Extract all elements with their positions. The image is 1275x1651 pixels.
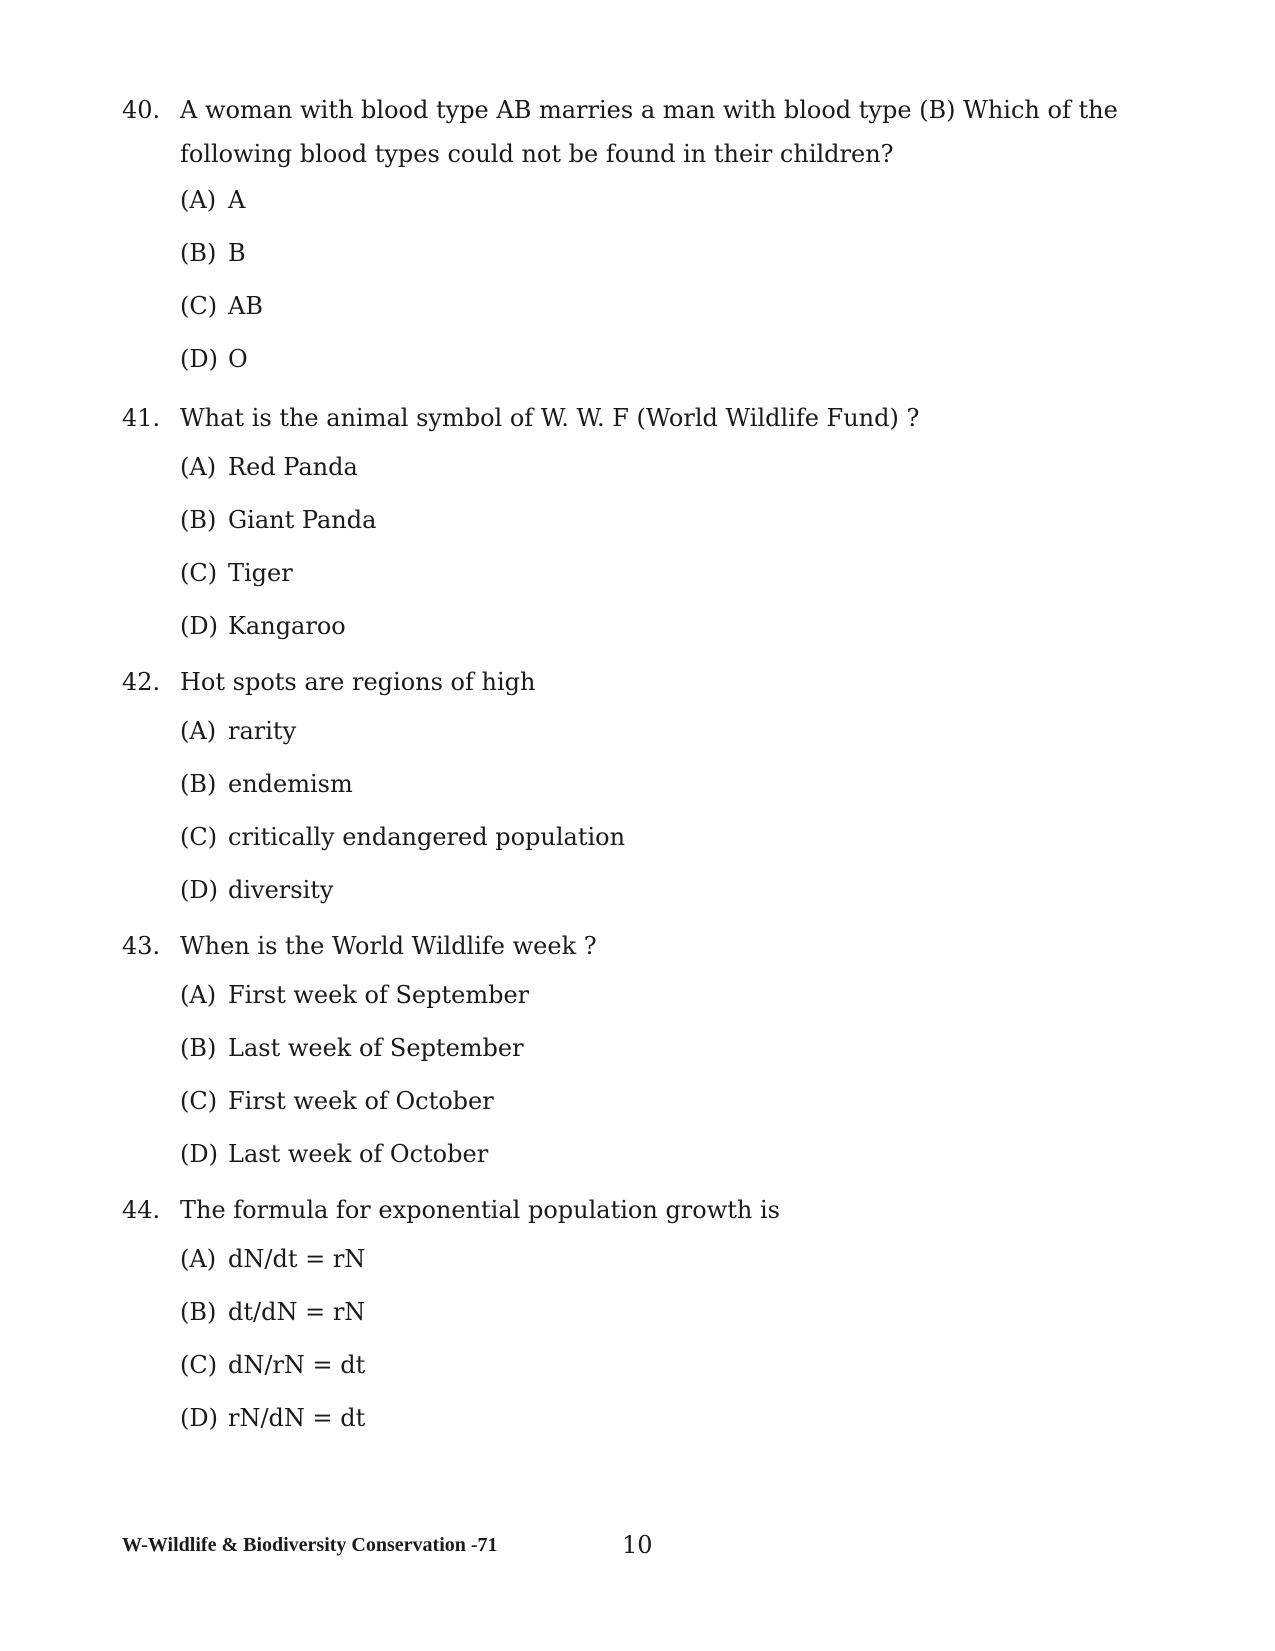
- option-b: [180, 238, 1162, 291]
- option-b: [180, 1297, 1162, 1350]
- option-d: [180, 344, 1162, 397]
- question-43: [122, 924, 1162, 1192]
- option-d: [180, 1403, 1162, 1456]
- option-label: (D): [180, 876, 218, 904]
- option-text: Giant Panda: [228, 506, 377, 534]
- option-text: dN/rN = dt: [228, 1351, 366, 1379]
- option-c: [180, 1350, 1162, 1403]
- question-stem: [122, 88, 1162, 176]
- option-label: (D): [180, 1140, 218, 1168]
- option-text: O: [228, 345, 248, 373]
- option-text: dN/dt = rN: [228, 1245, 366, 1273]
- option-text: dt/dN = rN: [228, 1298, 366, 1326]
- option-list: [180, 185, 1162, 397]
- option-text: B: [228, 239, 246, 267]
- option-list: [180, 1244, 1162, 1456]
- option-label: (D): [180, 345, 218, 373]
- option-a: [180, 716, 1162, 769]
- option-text: rN/dN = dt: [228, 1404, 366, 1432]
- option-label: (A): [180, 186, 217, 214]
- question-stem: [122, 660, 1162, 704]
- option-a: [180, 185, 1162, 238]
- option-text: A: [228, 186, 246, 214]
- option-text: Tiger: [228, 559, 293, 587]
- option-text: endemism: [228, 770, 353, 798]
- question-stem: [122, 396, 1162, 440]
- paper-code: W-Wildlife & Biodiversity Conservation -71: [122, 1534, 498, 1556]
- option-label: (D): [180, 1404, 218, 1432]
- question-text: The formula for exponential population growth is: [180, 1196, 780, 1224]
- option-b: [180, 505, 1162, 558]
- option-label: (C): [180, 823, 218, 851]
- option-label: (B): [180, 1298, 217, 1326]
- question-42: [122, 660, 1162, 928]
- option-c: [180, 291, 1162, 344]
- option-text: diversity: [228, 876, 334, 904]
- option-label: (A): [180, 717, 217, 745]
- option-text: AB: [228, 292, 263, 320]
- option-text: Last week of September: [228, 1034, 524, 1062]
- question-number: 42.: [122, 668, 161, 696]
- option-a: [180, 452, 1162, 505]
- option-label: (C): [180, 1087, 218, 1115]
- option-a: [180, 1244, 1162, 1297]
- option-d: [180, 875, 1162, 928]
- question-44: [122, 1188, 1162, 1456]
- question-text: What is the animal symbol of W. W. F (World Wildlife Fund) ?: [180, 404, 920, 432]
- question-stem: [122, 924, 1162, 968]
- question-text: A woman with blood type AB marries a man with blood type (B) Which of the following blood types could not be found in their children?: [180, 96, 1118, 168]
- option-list: [180, 980, 1162, 1192]
- option-text: Kangaroo: [228, 612, 346, 640]
- option-label: (A): [180, 981, 217, 1009]
- option-text: critically endangered population: [228, 823, 626, 851]
- question-number: 43.: [122, 932, 161, 960]
- option-label: (B): [180, 770, 217, 798]
- option-c: [180, 558, 1162, 611]
- option-text: First week of September: [228, 981, 530, 1009]
- question-number: 44.: [122, 1196, 161, 1224]
- option-label: (C): [180, 1351, 218, 1379]
- option-label: (B): [180, 1034, 217, 1062]
- option-list: [180, 716, 1162, 928]
- option-label: (A): [180, 453, 217, 481]
- option-label: (B): [180, 239, 217, 267]
- question-number: 41.: [122, 404, 161, 432]
- option-text: First week of October: [228, 1087, 494, 1115]
- question-text: Hot spots are regions of high: [180, 668, 536, 696]
- option-c: [180, 1086, 1162, 1139]
- question-stem: [122, 1188, 1162, 1232]
- question-40: [122, 88, 1162, 397]
- option-label: (B): [180, 506, 217, 534]
- option-c: [180, 822, 1162, 875]
- question-number: 40.: [122, 96, 161, 124]
- option-b: [180, 769, 1162, 822]
- option-label: (C): [180, 559, 218, 587]
- option-text: Red Panda: [228, 453, 358, 481]
- option-label: (D): [180, 612, 218, 640]
- option-list: [180, 452, 1162, 664]
- option-a: [180, 980, 1162, 1033]
- question-41: [122, 396, 1162, 664]
- option-d: [180, 611, 1162, 664]
- option-label: (C): [180, 292, 218, 320]
- option-text: rarity: [228, 717, 297, 745]
- option-label: (A): [180, 1245, 217, 1273]
- option-text: Last week of October: [228, 1140, 489, 1168]
- question-text: When is the World Wildlife week ?: [180, 932, 597, 960]
- page-number: 10: [622, 1531, 653, 1559]
- option-d: [180, 1139, 1162, 1192]
- option-b: [180, 1033, 1162, 1086]
